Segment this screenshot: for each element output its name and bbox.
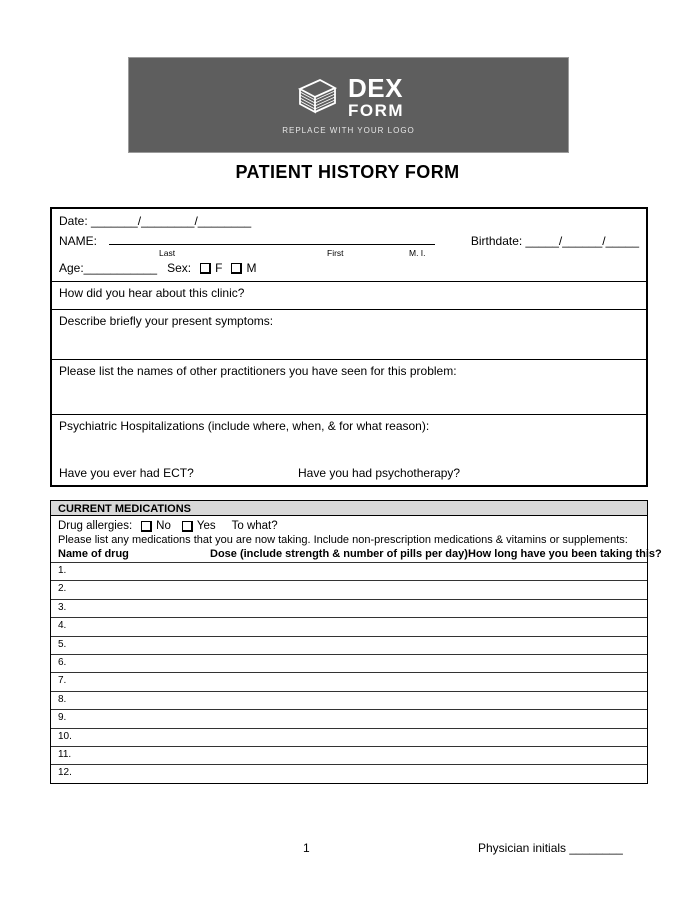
allergy-yes-label: Yes bbox=[196, 520, 216, 532]
sex-m-label: M bbox=[246, 261, 257, 275]
medications-section-header: CURRENT MEDICATIONS bbox=[51, 501, 647, 516]
medication-row: 2. bbox=[51, 580, 647, 598]
name-fill-line bbox=[109, 232, 435, 245]
medication-row: 4. bbox=[51, 617, 647, 635]
psychotherapy-question: Have you had psychotherapy? bbox=[298, 466, 461, 480]
medication-row: 5. bbox=[51, 636, 647, 654]
medication-row: 1. bbox=[51, 562, 647, 580]
allergy-no-checkbox-icon bbox=[141, 521, 152, 532]
middle-initial-label: M. I. bbox=[409, 248, 426, 258]
name-label: NAME: bbox=[59, 234, 98, 248]
sex-m-checkbox-icon bbox=[231, 263, 242, 274]
identity-row bbox=[52, 209, 646, 281]
column-duration: How long have you been taking this? bbox=[468, 548, 662, 560]
physician-initials-field: Physician initials ________ bbox=[478, 841, 623, 855]
allergy-yes-checkbox-icon bbox=[182, 521, 193, 532]
medication-row: 10. bbox=[51, 728, 647, 746]
drug-allergies-line bbox=[58, 520, 640, 532]
name-sublabels bbox=[59, 248, 639, 260]
date-field: Date: _______/________/________ bbox=[59, 214, 252, 228]
medication-row: 9. bbox=[51, 709, 647, 727]
page-number: 1 bbox=[303, 841, 310, 855]
medication-row: 6. bbox=[51, 654, 647, 672]
medication-row: 8. bbox=[51, 691, 647, 709]
last-name-label: Last bbox=[159, 248, 176, 258]
patient-info-table bbox=[50, 207, 648, 487]
medication-row: 11. bbox=[51, 746, 647, 764]
medication-row: 3. bbox=[51, 599, 647, 617]
ect-question: Have you ever had ECT? bbox=[59, 466, 194, 480]
age-sex-line bbox=[59, 261, 639, 275]
logo-text-form: FORM bbox=[347, 101, 405, 120]
medications-instructions: Please list any medications that you are now taking. Include non-prescription medications & vitamins or supplements: bbox=[58, 534, 628, 546]
logo bbox=[293, 75, 404, 119]
sex-f-checkbox-icon bbox=[200, 263, 211, 274]
page-title: PATIENT HISTORY FORM bbox=[235, 162, 460, 182]
age-field: Age:___________ bbox=[59, 261, 158, 275]
logo-banner bbox=[128, 57, 569, 153]
hospitalizations-question: Psychiatric Hospitalizations (include where, when, & for what reason): bbox=[59, 419, 430, 433]
paper-stack-icon bbox=[293, 77, 341, 117]
sex-label: Sex: bbox=[167, 261, 192, 275]
drug-allergies-label: Drug allergies: bbox=[58, 520, 133, 532]
name-line bbox=[59, 232, 639, 248]
logo-text-dex: DEX bbox=[347, 73, 403, 103]
medications-column-headers bbox=[58, 548, 662, 560]
medication-row: 7. bbox=[51, 672, 647, 690]
allergy-towhat-label: To what? bbox=[231, 520, 278, 532]
first-name-label: First bbox=[327, 248, 344, 258]
allergy-no-label: No bbox=[156, 520, 171, 532]
other-practitioners-row: Please list the names of other practitioners you have seen for this problem: bbox=[52, 359, 646, 414]
logo-wordmark bbox=[348, 75, 404, 119]
medications-info-cell bbox=[51, 516, 662, 562]
current-medications-table bbox=[50, 500, 662, 784]
sex-f-label: F bbox=[215, 261, 223, 275]
ect-psychotherapy-line bbox=[59, 466, 639, 480]
column-dose: Dose (include strength & number of pills per day) bbox=[210, 548, 468, 560]
medication-row: 12. bbox=[51, 764, 647, 782]
present-symptoms-row: Describe briefly your present symptoms: bbox=[52, 309, 646, 359]
column-name-of-drug: Name of drug bbox=[58, 548, 129, 560]
logo-tagline: REPLACE WITH YOUR LOGO bbox=[282, 126, 415, 135]
psychiatric-hospitalizations-row bbox=[52, 414, 646, 485]
birthdate-field: Birthdate: _____/______/_____ bbox=[470, 234, 639, 248]
hear-about-clinic-row: How did you hear about this clinic? bbox=[52, 281, 646, 309]
